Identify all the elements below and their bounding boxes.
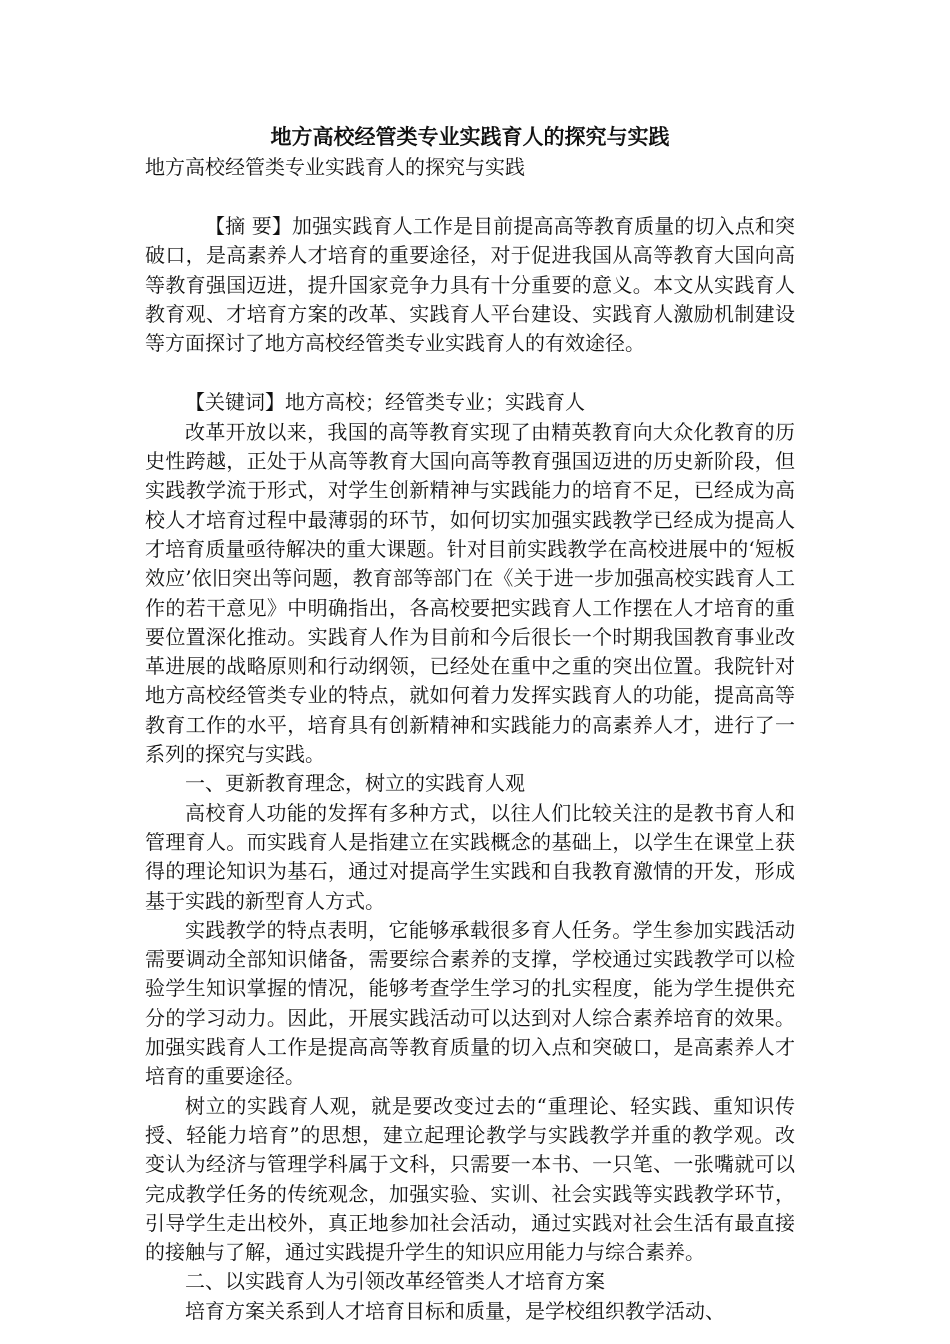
abstract-paragraph: 【摘 要】加强实践育人工作是目前提高高等教育质量的切入点和突破口，是高素养人才培育的重要途径，对于促进我国从高等教育大国向高等教育强国迈进，提升国家竞争力具有十分重要的意义。本文从实践育人教育观、才培育方案的改革、实践育人平台建设、实践育人激励机制建设等方面探讨了地方高校经管类专业实践育人的有效途径。 [145,214,795,356]
document-title: 地方高校经管类专业实践育人的探究与实践 [270,124,670,149]
section1-paragraph-2: 实践教学的特点表明，它能够承载很多育人任务。学生参加实践活动需要调动全部知识储备，需要综合素养的支撑，学校通过实践教学可以检验学生知识掌握的情况，能够考查学生学习的扎实程度，能为学生提供充分的学习动力。因此，开展实践活动可以达到对人综合素养培育的效果。加强实践育人工作是提高高等教育质量的切入点和突破口，是高素养人才培育的重要途径。 [145,917,795,1089]
document-subtitle: 地方高校经管类专业实践育人的探究与实践 [145,155,525,179]
section2-paragraph-1: 培育方案关系到人才培育目标和质量，是学校组织教学活动、 [185,1298,725,1323]
intro-paragraph: 改革开放以来，我国的高等教育实现了由精英教育向大众化教育的历史性跨越，正处于从高等教育大国向高等教育强国迈进的历史新阶段，但实践教学流于形式，对学生创新精神与实践能力的培育不足，已经成为高校人才培育过程中最薄弱的环节，如何切实加强实践教学已经成为提高人才培育质量亟待解决的重大课题。针对目前实践教学在高校进展中的‘短板效应’依旧突出等问题，教育部等部门在《关于进一步加强高校实践育人工作的若干意见》中明确指出，各高校要把实践育人工作摆在人才培育的重要位置深化推动。实践育人作为目前和今后很长一个时期我国教育事业改革进展的战略原则和行动纲领，已经处在重中之重的突出位置。我院针对地方高校经管类专业的特点，就如何着力发挥实践育人的功能，提高高等教育工作的水平，培育具有创新精神和实践能力的高素养人才，进行了一系列的探究与实践。 [145,419,795,767]
document-page [145,122,795,1326]
section-heading-2: 二、以实践育人为引领改革经管类人才培育方案 [185,1269,605,1294]
keywords-line: 【关键词】地方高校；经管类专业；实践育人 [185,390,585,415]
section1-paragraph-1: 高校育人功能的发挥有多种方式，以往人们比较关注的是教书育人和管理育人。而实践育人是指建立在实践概念的基础上，以学生在课堂上获得的理论知识为基石，通过对提高学生实践和自我教育激情的开发，形成基于实践的新型育人方式。 [145,800,795,913]
section-heading-1: 一、更新教育理念，树立的实践育人观 [185,771,525,796]
section1-paragraph-3: 树立的实践育人观，就是要改变过去的“重理论、轻实践、重知识传授、轻能力培育”的思想，建立起理论教学与实践教学并重的教学观。改变认为经济与管理学科属于文科，只需要一本书、一只笔、一张嘴就可以完成教学任务的传统观念，加强实验、实训、社会实践等实践教学环节，引导学生走出校外，真正地参加社会活动，通过实践对社会生活有最直接的接触与了解，通过实践提升学生的知识应用能力与综合素养。 [145,1093,795,1265]
